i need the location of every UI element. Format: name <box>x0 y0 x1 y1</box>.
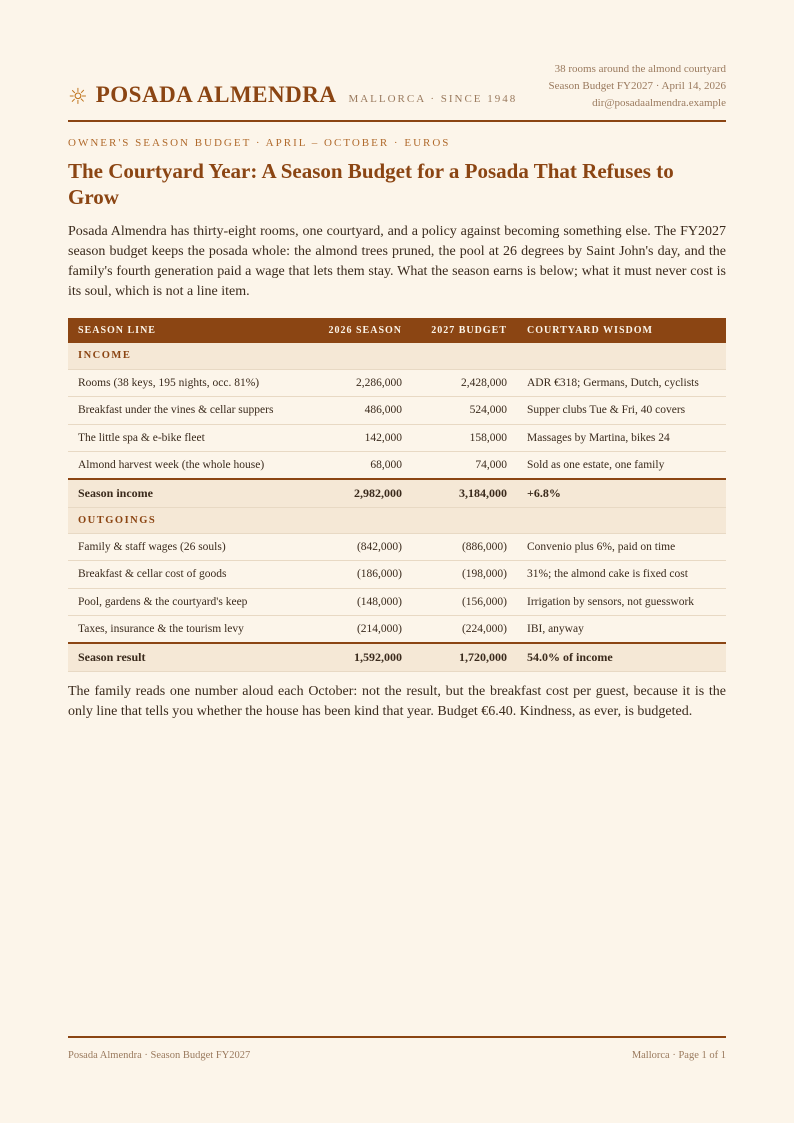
value-2027: 524,000 <box>412 397 517 425</box>
value-2026: (148,000) <box>312 588 412 616</box>
line-label: Family & staff wages (26 souls) <box>68 533 312 561</box>
total-note: 54.0% of income <box>517 643 726 671</box>
line-label: Rooms (38 keys, 195 nights, occ. 81%) <box>68 369 312 397</box>
wisdom-note: Supper clubs Tue & Fri, 40 covers <box>517 397 726 425</box>
page-title: The Courtyard Year: A Season Budget for a Posada That Refuses to Grow <box>68 159 674 209</box>
value-2027: 158,000 <box>412 424 517 452</box>
total-2026: 2,982,000 <box>312 479 412 507</box>
intro-paragraph: Posada Almendra has thirty-eight rooms, one courtyard, and a policy against becoming something else. The FY2027 season budget keeps the posada whole: the almond trees pruned, the pool at 26 degrees by Saint John's day, and the family's fourth generation paid a wage that lets them stay. What the season earns is below; what it must never cost is its soul, which is not a line item. <box>68 224 726 299</box>
table-row <box>68 452 726 480</box>
wisdom-note: 31%; the almond cake is fixed cost <box>517 561 726 589</box>
table-row <box>68 397 726 425</box>
section-row-income <box>68 343 726 369</box>
table-row <box>68 588 726 616</box>
value-2026: 2,286,000 <box>312 369 412 397</box>
table-row <box>68 424 726 452</box>
value-2026: 142,000 <box>312 424 412 452</box>
value-2027: (886,000) <box>412 533 517 561</box>
table-row <box>68 369 726 397</box>
column-header: 2026 SEASON <box>312 318 412 343</box>
section-row-outgoings <box>68 507 726 533</box>
line-label: Pool, gardens & the courtyard's keep <box>68 588 312 616</box>
wisdom-note: IBI, anyway <box>517 616 726 644</box>
brand-name: POSADA ALMENDRA <box>95 82 337 107</box>
value-2027: (198,000) <box>412 561 517 589</box>
column-header: 2027 BUDGET <box>412 318 517 343</box>
value-2026: (842,000) <box>312 533 412 561</box>
total-row-income <box>68 479 726 507</box>
header-contact-block <box>548 61 726 112</box>
wisdom-note: ADR €318; Germans, Dutch, cyclists <box>517 369 726 397</box>
line-label: Taxes, insurance & the tourism levy <box>68 616 312 644</box>
header-line-rooms: 38 rooms around the almond courtyard <box>554 63 726 75</box>
brand <box>68 82 517 108</box>
closing-paragraph: The family reads one number aloud each October: not the result, but the breakfast cost per guest, because it is the only line that tells you whether the house has been kind that year. Budget €6.40. Kindness, as ever, is budgeted. <box>68 684 726 719</box>
value-2027: (156,000) <box>412 588 517 616</box>
wisdom-note: Convenio plus 6%, paid on time <box>517 533 726 561</box>
total-2027: 1,720,000 <box>412 643 517 671</box>
footer-left: Posada Almendra · Season Budget FY2027 <box>68 1050 251 1061</box>
total-row-result <box>68 643 726 671</box>
value-2026: 68,000 <box>312 452 412 480</box>
total-label: Season result <box>68 643 312 671</box>
value-2027: 2,428,000 <box>412 369 517 397</box>
eyebrow: OWNER'S SEASON BUDGET · APRIL – OCTOBER · EUROS <box>68 137 451 149</box>
budget-table <box>68 318 726 672</box>
section-label: INCOME <box>68 343 726 369</box>
page-footer <box>68 1036 726 1061</box>
total-note: +6.8% <box>517 479 726 507</box>
letterhead <box>68 60 726 122</box>
value-2026: (186,000) <box>312 561 412 589</box>
footer-right: Mallorca · Page 1 of 1 <box>631 1050 726 1061</box>
sun-icon: ☼ <box>68 85 88 110</box>
line-label: Almond harvest week (the whole house) <box>68 452 312 480</box>
value-2027: (224,000) <box>412 616 517 644</box>
value-2026: 486,000 <box>312 397 412 425</box>
header-line-date: Season Budget FY2027 · April 14, 2026 <box>548 80 726 92</box>
table-header-row <box>68 318 726 343</box>
line-label: The little spa & e-bike fleet <box>68 424 312 452</box>
column-header: COURTYARD WISDOM <box>517 318 726 343</box>
value-2026: (214,000) <box>312 616 412 644</box>
table-row <box>68 616 726 644</box>
line-label: Breakfast under the vines & cellar suppers <box>68 397 312 425</box>
table-row <box>68 561 726 589</box>
total-2026: 1,592,000 <box>312 643 412 671</box>
total-2027: 3,184,000 <box>412 479 517 507</box>
wisdom-note: Irrigation by sensors, not guesswork <box>517 588 726 616</box>
table-row <box>68 533 726 561</box>
header-line-email: dir@posadaalmendra.example <box>592 97 726 109</box>
column-header: SEASON LINE <box>68 318 312 343</box>
wisdom-note: Sold as one estate, one family <box>517 452 726 480</box>
total-label: Season income <box>68 479 312 507</box>
wisdom-note: Massages by Martina, bikes 24 <box>517 424 726 452</box>
brand-tagline: MALLORCA · SINCE 1948 <box>348 93 518 105</box>
line-label: Breakfast & cellar cost of goods <box>68 561 312 589</box>
document-page <box>68 0 726 1123</box>
value-2027: 74,000 <box>412 452 517 480</box>
section-label: OUTGOINGS <box>68 507 726 533</box>
